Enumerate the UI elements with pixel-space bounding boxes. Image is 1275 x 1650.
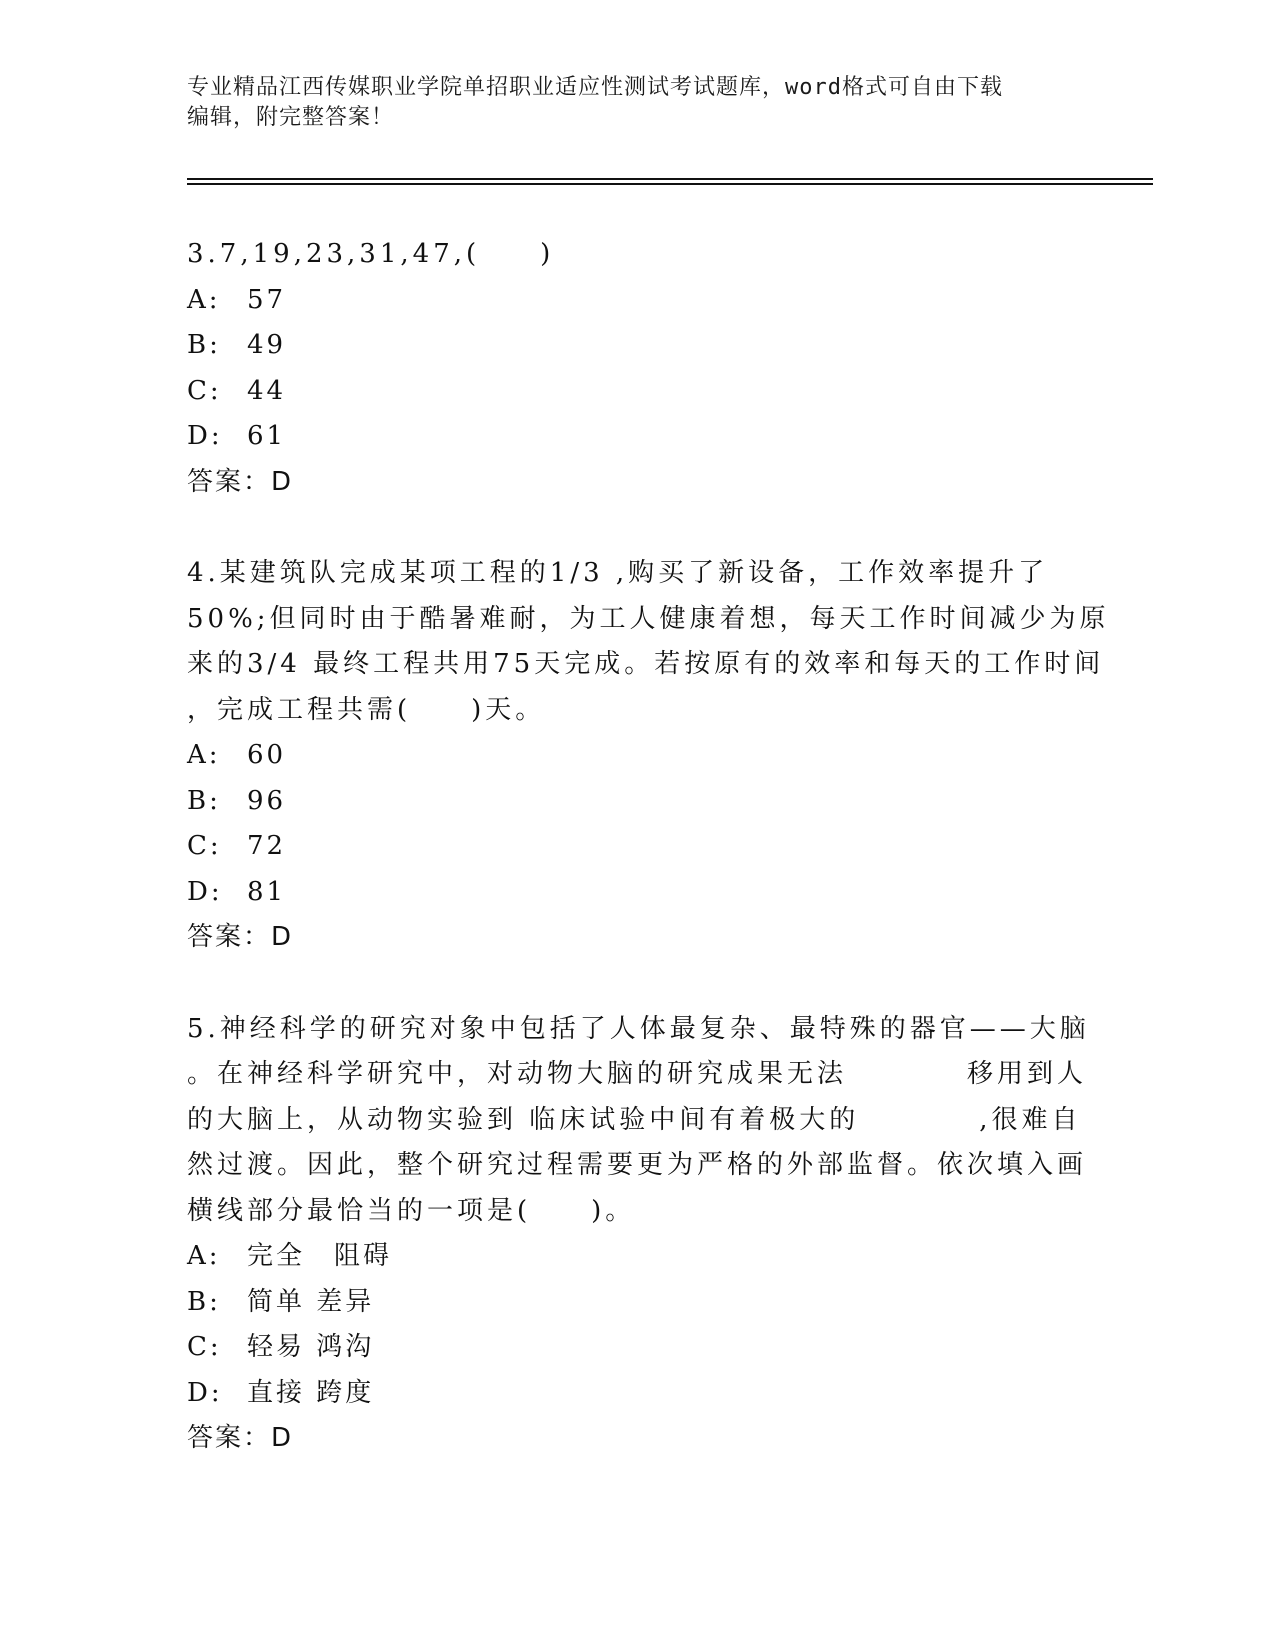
option-key: A:	[187, 284, 221, 315]
option-value: 81	[247, 876, 287, 907]
option-value: 72	[247, 831, 287, 861]
option-d	[187, 414, 1087, 460]
header-divider-top	[187, 178, 1153, 180]
option-a	[187, 278, 1087, 324]
question-stem-line: 的大脑上，从动物实验到 临床试验中间有着极大的 ,很难自	[187, 1104, 1082, 1135]
question-stem-line: 3.7,19,23,31,47,( )	[187, 239, 555, 269]
option-a	[187, 733, 1087, 779]
option-d	[187, 1371, 1087, 1417]
question-stem-line: 。在神经科学研究中，对动物大脑的研究成果无法 移用到人	[187, 1059, 1088, 1089]
header-line-1: 专业精品江西传媒职业学院单招职业适应性测试考试题库，word格式可自由下载	[187, 75, 1003, 100]
option-key: C:	[187, 375, 222, 406]
option-key: D:	[187, 876, 223, 907]
question-stem-line: 50%;但同时由于酷暑难耐，为工人健康着想，每天工作时间减少为原	[187, 603, 1110, 634]
question-stem-line: 4.某建筑队完成某项工程的1/3 ,购买了新设备，工作效率提升了	[187, 558, 1049, 588]
option-key: B:	[187, 1286, 221, 1317]
question-stem-line: 5.神经科学的研究对象中包括了人体最复杂、最特殊的器官——大脑	[187, 1013, 1090, 1044]
option-key: A:	[187, 740, 221, 770]
option-b	[187, 779, 1087, 825]
question-4	[187, 551, 1110, 961]
option-value: 完全 阻碍	[247, 1241, 393, 1271]
question-stem-line: 横线部分最恰当的一项是( )。	[187, 1195, 636, 1226]
question-5	[187, 1007, 1090, 1462]
option-c	[187, 824, 1087, 870]
option-key: C:	[187, 1332, 222, 1362]
answer-line: 答案：D	[187, 466, 294, 497]
document-header	[187, 73, 1087, 133]
option-d	[187, 870, 1087, 916]
question-list	[187, 232, 1110, 1508]
answer-line: 答案：D	[187, 1423, 294, 1453]
option-c	[187, 369, 1087, 415]
header-divider-bottom	[187, 183, 1153, 185]
option-value: 57	[247, 284, 287, 315]
option-c	[187, 1325, 1087, 1371]
option-key: D:	[187, 421, 223, 451]
option-b	[187, 323, 1087, 369]
option-key: D:	[187, 1377, 223, 1408]
option-value: 61	[247, 421, 287, 451]
option-value: 49	[247, 330, 287, 360]
question-stem-line: 来的3/4 最终工程共用75天完成。若按原有的效率和每天的工作时间	[187, 649, 1105, 679]
option-key: B:	[187, 785, 221, 816]
option-value: 96	[247, 785, 287, 816]
option-key: A:	[187, 1241, 221, 1271]
answer-line: 答案：D	[187, 922, 294, 952]
header-line-2: 编辑，附完整答案！	[187, 105, 395, 130]
question-3	[187, 232, 1087, 505]
option-value: 60	[247, 740, 287, 770]
option-b	[187, 1280, 1087, 1326]
option-value: 轻易 鸿沟	[247, 1332, 375, 1362]
option-a	[187, 1234, 1087, 1280]
option-value: 直接 跨度	[247, 1377, 375, 1408]
option-value: 44	[247, 375, 287, 406]
option-value: 简单 差异	[247, 1286, 375, 1317]
option-key: B:	[187, 330, 221, 360]
question-stem	[187, 1007, 1090, 1235]
question-stem-line: 然过渡。因此，整个研究过程需要更为严格的外部监督。依次填入画	[187, 1150, 1088, 1180]
option-key: C:	[187, 831, 222, 861]
question-stem	[187, 232, 1087, 278]
question-stem	[187, 551, 1110, 733]
question-stem-line: ，完成工程共需( )天。	[187, 694, 546, 725]
